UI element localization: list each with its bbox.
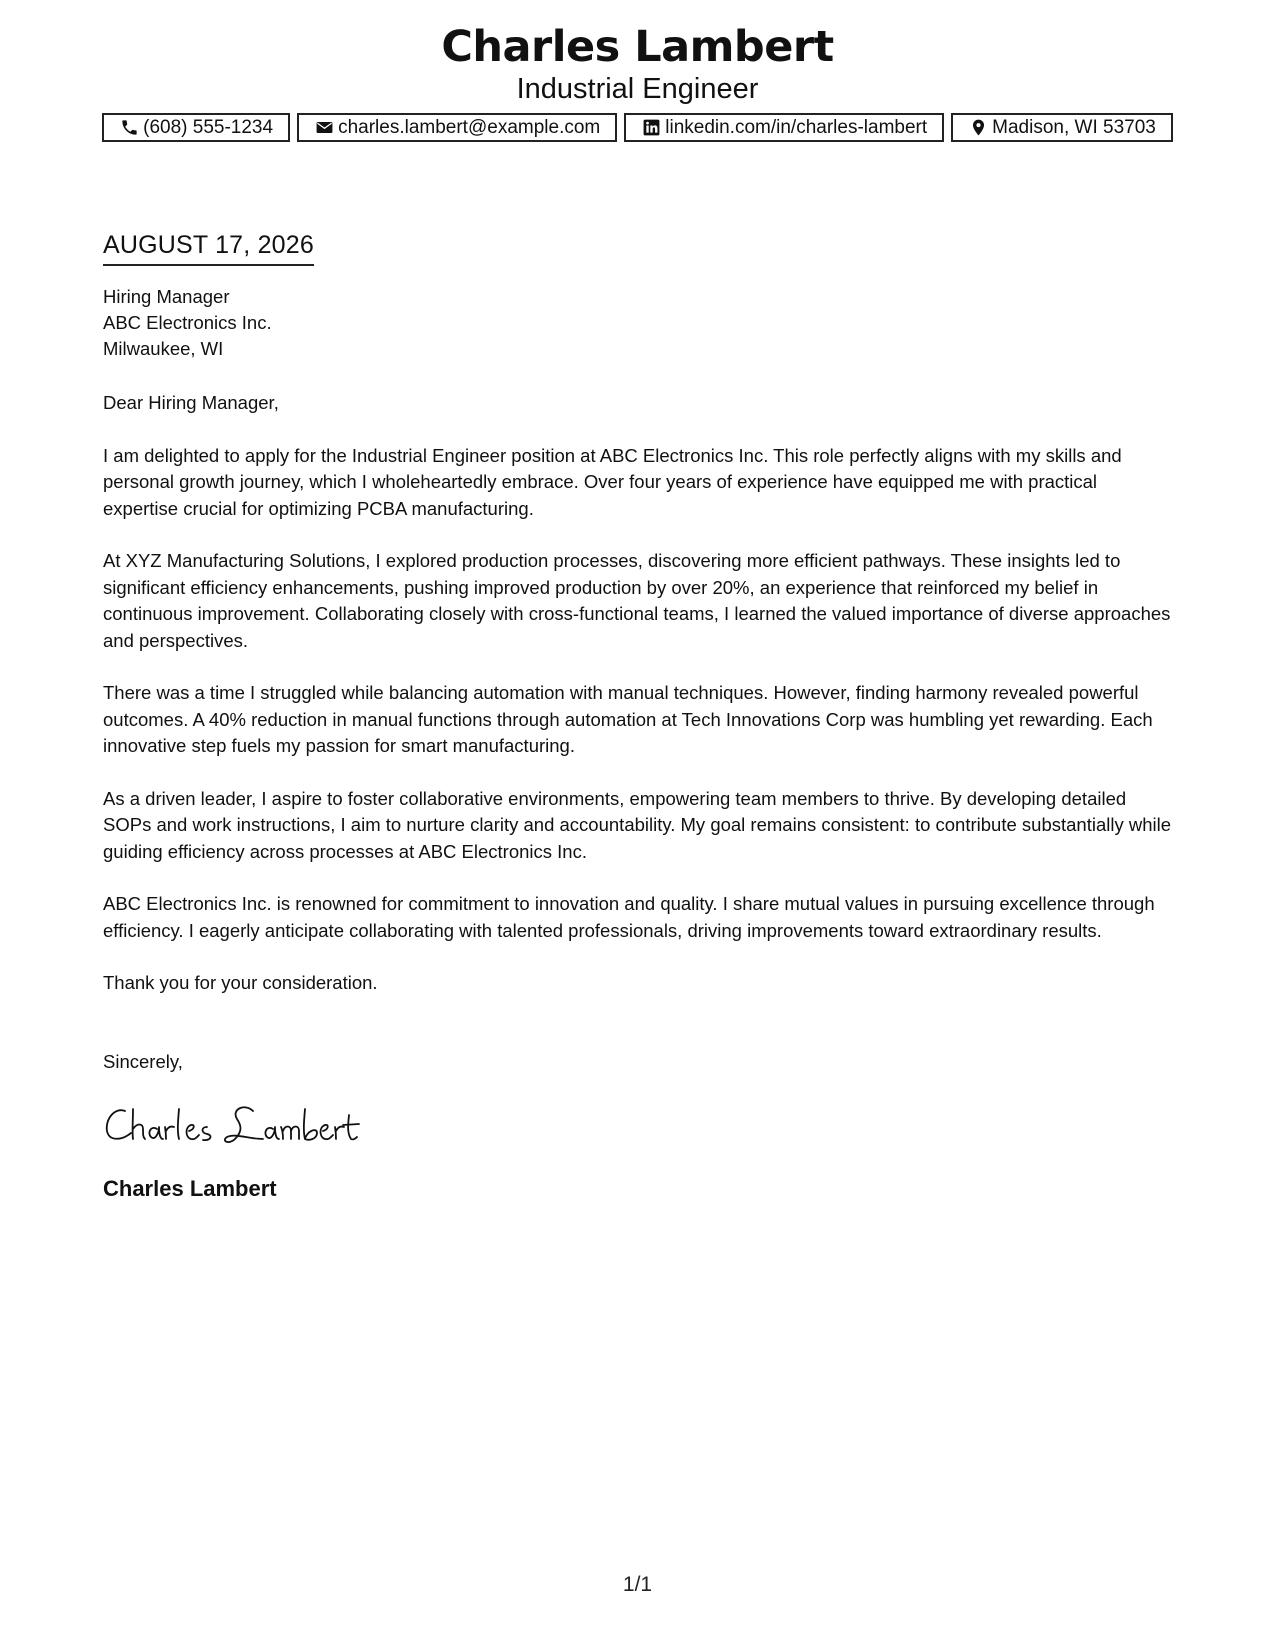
letter-body — [103, 228, 1173, 1203]
body-paragraph: I am delighted to apply for the Industrial Engineer position at ABC Electronics Inc. This role perfectly aligns with my skills and personal growth journey, which I wholeheartedly embrace. Over four years of experience have equipped me with practical expertise crucial for optimizing PCBA manufacturing. — [103, 444, 1122, 519]
applicant-title: Industrial Engineer — [516, 73, 759, 105]
closing: Sincerely, — [103, 1050, 183, 1072]
contact-linkedin[interactable] — [624, 113, 944, 142]
body-paragraph: At XYZ Manufacturing Solutions, I explored production processes, discovering more efficient pathways. These insights led to significant efficiency enhancements, pushing improved production by over 20%, an experience that reinforced my belief in continuous improvement. Collaborating closely with cross-functional teams, I learned the valued importance of diverse approaches and perspectives. — [103, 550, 1171, 651]
letter-header — [0, 22, 1275, 106]
body-paragraph: There was a time I struggled while balancing automation with manual techniques. However, finding harmony revealed powerful outcomes. A 40% reduction in manual functions through automation at Tech Innovations Corp was humbling yet rewarding. Each innovative step fuels my passion for smart manufacturing. — [103, 682, 1153, 756]
recipient-line: Hiring Manager — [103, 286, 230, 307]
contact-email[interactable] — [297, 113, 617, 142]
applicant-name: Charles Lambert — [441, 22, 834, 72]
contact-phone[interactable] — [102, 113, 290, 142]
contact-bar — [0, 113, 1275, 142]
linkedin-icon — [641, 118, 661, 138]
phone-icon — [119, 118, 139, 138]
recipient-line: ABC Electronics Inc. — [103, 312, 272, 333]
recipient-line: Milwaukee, WI — [103, 338, 224, 359]
body-paragraph: ABC Electronics Inc. is renowned for commitment to innovation and quality. I share mutual values in pursuing excellence through efficiency. I eagerly anticipate collaborating with talented professionals, driving improvements toward extraordinary results. — [103, 893, 1155, 941]
letter-date: AUGUST 17, 2026 — [103, 228, 314, 266]
thanks-line: Thank you for your consideration. — [103, 972, 378, 993]
salutation: Dear Hiring Manager, — [103, 392, 279, 413]
envelope-icon — [314, 118, 334, 138]
contact-linkedin-text: linkedin.com/in/charles-lambert — [665, 116, 928, 138]
recipient-block — [103, 284, 1173, 362]
signer-name: Charles Lambert — [103, 1176, 277, 1201]
contact-location[interactable] — [951, 113, 1173, 142]
contact-email-text: charles.lambert@example.com — [338, 116, 601, 138]
handwritten-signature — [103, 1097, 1173, 1153]
contact-location-text: Madison, WI 53703 — [992, 116, 1156, 138]
map-pin-icon — [968, 118, 988, 138]
contact-phone-text: (608) 555-1234 — [143, 116, 274, 138]
body-paragraph: As a driven leader, I aspire to foster collaborative environments, empowering team members to thrive. By developing detailed SOPs and work instructions, I aim to nurture clarity and accountability. My goal remains consistent: to contribute substantially while guiding efficiency across processes at ABC Electronics Inc. — [103, 787, 1172, 862]
page-number: 1/1 — [622, 1573, 653, 1596]
